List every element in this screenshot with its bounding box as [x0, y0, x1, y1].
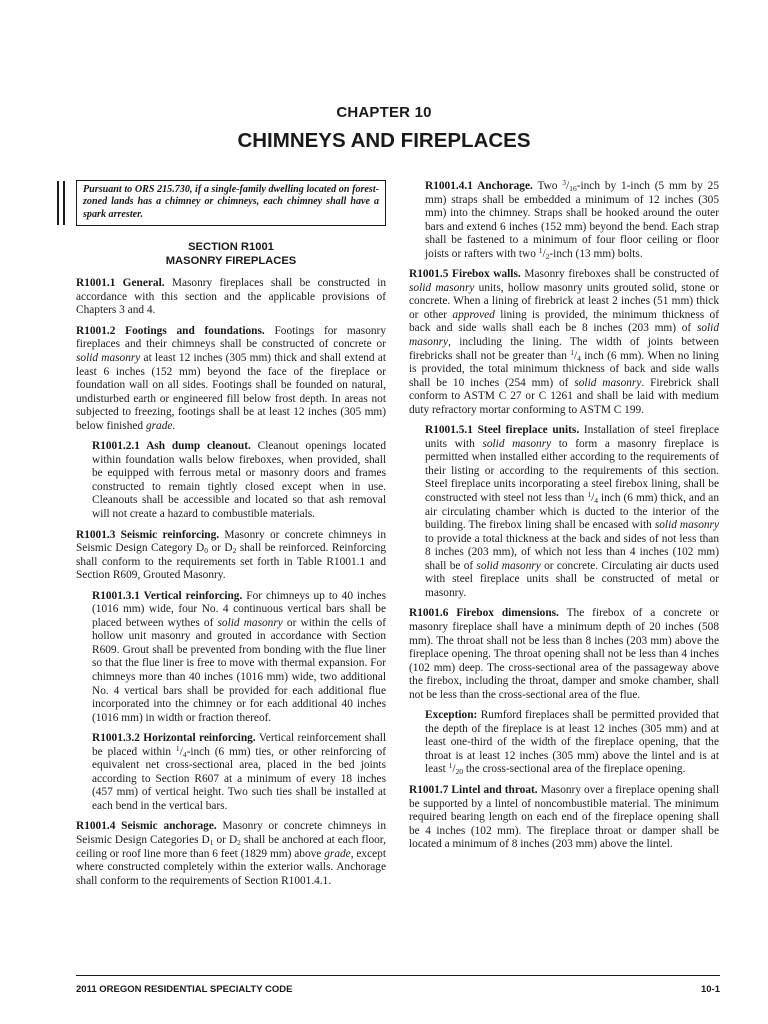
paragraph-heading: R1001.5 Firebox walls. — [409, 268, 521, 281]
section-name: MASONRY FIREPLACES — [165, 255, 297, 268]
footer-rule — [76, 975, 720, 976]
left-column — [76, 180, 386, 895]
paragraph-r1001-3: R1001.3 Seismic reinforcing. Masonry or concrete chimneys in Seismic Design Category D0 or D2 shall be reinforced. Reinforcing shall conform to the requirements set forth in Table R1001.1 and Section R609, Grouted Masonry. — [76, 528, 387, 582]
defined-term: solid masonry — [654, 519, 719, 532]
paragraph-heading: R1001.7 Lintel and throat. — [409, 783, 538, 796]
paragraph-r1001-5: R1001.5 Firebox walls. Masonry fireboxes shall be constructed of solid masonry units, hollow masonry units grouted solid, stone or concrete. When a lining of firebrick at least 2 inches (51 mm) thick or other approved lining is provided, the minimum thickness of back and side walls shall each be 8 inches (203 mm) of solid masonry, including the lining. The width of joints between firebricks shall not be greater than $^1$/4 inch (6 mm). When no lining is provided, the total minimum thickness of back and side walls shall be 10 inches (254 mm) of solid masonry. Firebrick shall conform to ASTM C 27 or C 1261 and shall be laid with medium duty refractory mortar conforming to ASTM C 199. — [409, 268, 719, 416]
defined-term: grade — [324, 847, 351, 860]
paragraph-heading: R1001.3 Seismic reinforcing. — [76, 528, 220, 541]
defined-term: solid masonry — [217, 616, 283, 629]
paragraph-heading: R1001.3.1 Vertical reinforcing. — [92, 589, 243, 602]
chapter-number: CHAPTER 10 — [336, 104, 432, 121]
chapter-title: CHIMNEYS AND FIREPLACES — [237, 129, 531, 152]
footer-code-title: 2011 OREGON RESIDENTIAL SPECIALTY CODE — [76, 984, 293, 995]
paragraph-heading: R1001.2 Footings and foundations. — [76, 324, 265, 337]
section-number: SECTION R1001 — [188, 241, 274, 254]
paragraph-r1001-4: R1001.4 Seismic anchorage. Masonry or concrete chimneys in Seismic Design Categories D1 or D2 shall be anchored at each floor, ceiling or roof line more than 6 feet (1829 mm) above grade, except where constructed completely within the exterior walls. Anchorage shall conform to the requirements of Section R1001.4.1. — [76, 820, 387, 887]
oregon-amendment-notice: Pursuant to ORS 215.730, if a single-family dwelling located on forest-zoned lands has a chimney or chimneys, each chimney shall have a spark arrester. — [76, 180, 386, 226]
defined-term: solid masonry — [574, 376, 642, 389]
paragraph-r1001-3-1: R1001.3.1 Vertical reinforcing. For chimneys up to 40 inches (1016 mm) wide, four No. 4 continuous vertical bars shall be placed between wythes of solid masonry or within the cells of hollow unit masonry and grouted in accordance with Section R609. Grout shall be prevented from bonding with the flue liner so that the flue liner is free to move with thermal expansion. For chimneys more than 40 inches (1016 mm) wide, two additional No. 4 vertical bars shall be provided for each additional flue incorporated into the chimney or for each additional 40 inches (1016 mm) in width or fraction thereof. — [92, 589, 386, 724]
paragraph-r1001-1: R1001.1 General. Masonry fireplaces shall be constructed in accordance with this section and the applicable provisions of Chapters 3 and 4. — [76, 277, 386, 317]
paragraph-heading: R1001.4 Seismic anchorage. — [76, 820, 217, 833]
paragraph-r1001-7: R1001.7 Lintel and throat. Masonry over a fireplace opening shall be supported by a lintel of noncombustible material. The minimum required bearing length on each end of the fireplace opening shall be 4 inches (102 mm). The fireplace throat or damper shall be located a minimum of 8 inches (203 mm) above the lintel. — [409, 783, 719, 851]
defined-term: solid masonry — [476, 559, 541, 572]
defined-term: grade — [145, 419, 173, 432]
paragraph-heading: R1001.6 Firebox dimensions. — [409, 607, 559, 620]
paragraph-r1001-4-1: R1001.4.1 Anchorage. Two $^3$/16-inch by 1-inch (5 mm by 25 mm) straps shall be embedded a minimum of 12 inches (305 mm) into the chimney. Straps shall be hooked around the outer bars and extend 6 inches (152 mm) beyond the bend. Each strap shall be fastened to a minimum of four floor ceiling or floor joists or rafters with two $^1$/2-inch (13 mm) bolts. — [425, 178, 719, 261]
paragraph-r1001-6: R1001.6 Firebox dimensions. The firebox of a concrete or masonry fireplace shall have a minimum depth of 20 inches (508 mm). The throat shall not be less than 8 inches (203 mm) above the fireplace opening. The throat opening shall not be less than 4 inches (102 mm) deep. The cross-sectional area of the passageway above the firebox, including the throat, damper and smoke chamber, shall not be less than the cross-sectional area of the flue. — [409, 607, 719, 701]
paragraph-heading: R1001.3.2 Horizontal reinforcing. — [92, 732, 256, 745]
paragraph-r1001-5-1: R1001.5.1 Steel fireplace units. Installation of steel fireplace units with solid masonry to form a masonry fireplace is permitted when installed either according to the requirements of their listing or according to the requirements of this section. Steel fireplace units incorporating a steel firebox lining, shall be constructed with steel not less than $^1$/4 inch (6 mm) thick, and an air circulating chamber which is ducted to the interior of the building. The firebox lining shall be encased with solid masonry to provide a total thickness at the back and sides of not less than 8 inches (203 mm), of which not less than 4 inches (102 mm) shall be of solid masonry or concrete. Circulating air ducts used with steel fireplace units shall be constructed of metal or masonry. — [425, 424, 720, 599]
paragraph-r1001-3-2: R1001.3.2 Horizontal reinforcing. Vertical reinforcement shall be placed within $^1$/4-inch (6 mm) ties, or other reinforcing of equivalent net cross-sectional area, placed in the bed joints according to Section R607 at a minimum of every 18 inches (457 mm) of vertical height. Two such ties shall be installed at each bend in the vertical bars. — [92, 732, 386, 812]
paragraph-heading: R1001.5.1 Steel fireplace units. — [425, 424, 580, 437]
paragraph-heading: R1001.2.1 Ash dump cleanout. — [92, 440, 251, 453]
defined-term: solid masonry — [409, 281, 475, 294]
paragraph-r1001-2-1: R1001.2.1 Ash dump cleanout. Cleanout openings located within foundation walls below fireboxes, when provided, shall be equipped with ferrous metal or masonry doors and frames constructed to remain tightly closed except when in use. Cleanouts shall be accessible and located so that ash removal will not create a hazard to combustible materials. — [92, 440, 386, 520]
exception-note: Exception: Rumford fireplaces shall be permitted provided that the depth of the fireplace is at least 12 inches (305 mm) and at least one-third of the width of the fireplace opening, that the throat is at least 12 inches (305 mm) above the lintel and is at least $^1$/20 the cross-sectional area of the fireplace opening. — [425, 709, 719, 777]
exception-heading: Exception: — [425, 709, 478, 722]
change-bar — [63, 181, 65, 225]
paragraph-heading: R1001.4.1 Anchorage. — [425, 180, 533, 192]
right-column — [409, 180, 719, 859]
defined-term: solid masonry — [482, 437, 552, 450]
paragraph-r1001-2: R1001.2 Footings and foundations. Footings for masonry fireplaces and their chimneys shall be constructed of concrete or solid masonry at least 12 inches (305 mm) thick and shall extend at least 6 inches (152 mm) beyond the face of the fireplace or foundation wall on all sides. Footings shall be founded on natural, undisturbed earth or engineered fill below frost depth. In areas not subjected to freezing, footings shall be at least 12 inches (305 mm) below finished grade. — [76, 324, 386, 432]
paragraph-heading: R1001.1 General. — [76, 277, 165, 290]
change-bar — [57, 181, 59, 225]
defined-term: solid masonry — [76, 351, 141, 364]
footer-page-number: 10-1 — [700, 984, 720, 995]
defined-term: approved — [452, 308, 495, 321]
defined-term: solid masonry — [409, 322, 719, 349]
section-heading — [76, 240, 386, 268]
